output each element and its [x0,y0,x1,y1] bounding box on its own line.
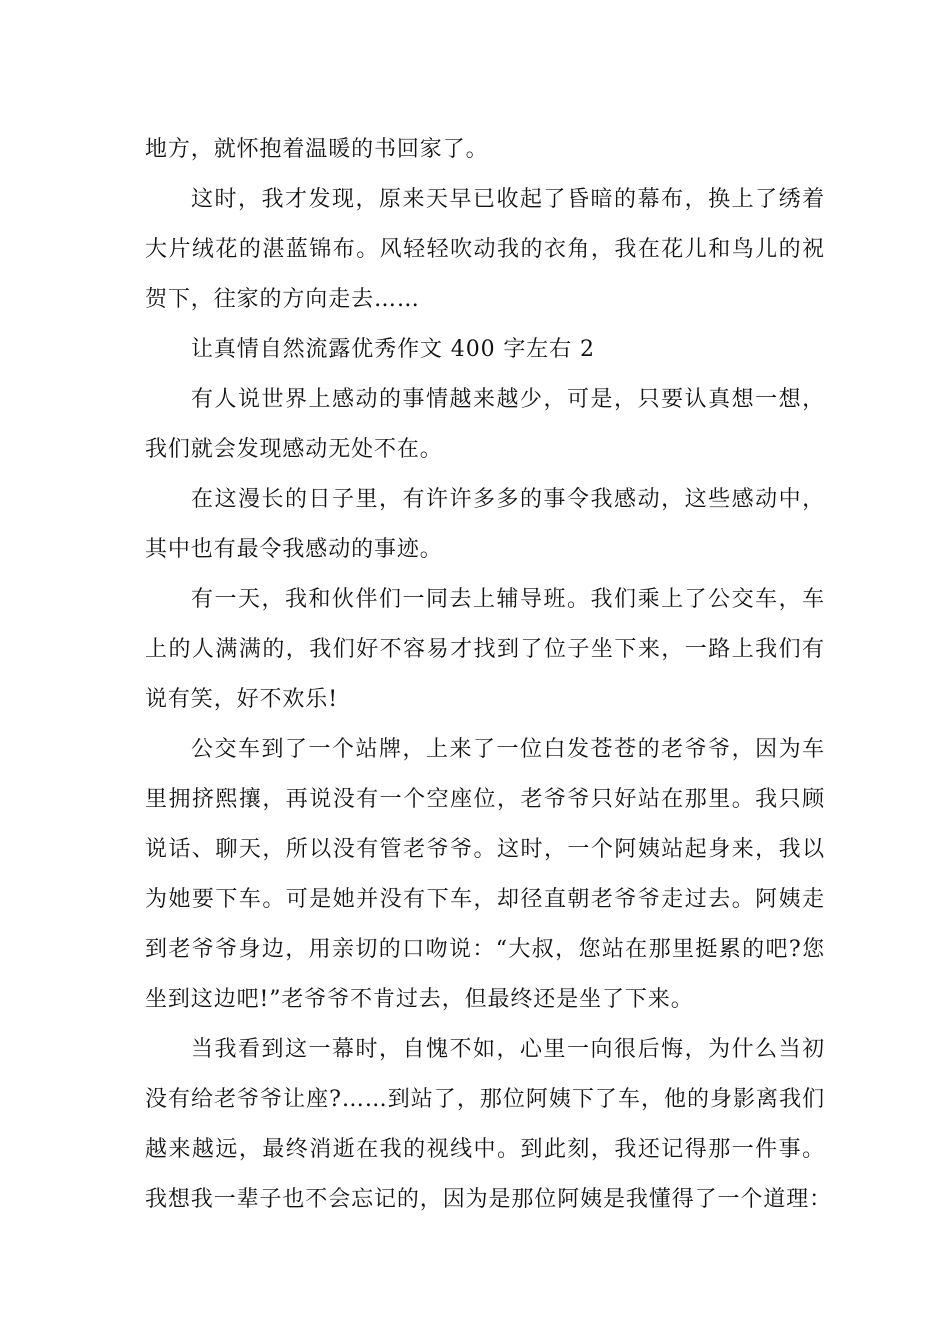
text-line: 越来越远，最终消逝在我的视线中。到此刻，我还记得那一件事。 [145,1137,825,1162]
text-line: 大片绒花的湛蓝锦布。风轻轻吹动我的衣角，我在花儿和鸟儿的祝 [145,237,825,262]
paragraph-first-line: 公交车到了一个站牌，上来了一位白发苍苍的老爷爷，因为车 [191,737,825,762]
paragraph-first-line: 在这漫长的日子里，有许许多多的事令我感动，这些感动中， [191,487,825,512]
section-heading: 让真情自然流露优秀作文 400 字左右 2 [191,337,595,362]
text-line: 为她要下车。可是她并没有下车，却径直朝老爷爷走过去。阿姨走 [145,887,825,912]
paragraph-first-line: 这时，我才发现，原来天早已收起了昏暗的幕布，换上了绣着 [191,187,825,212]
text-line: 地方，就怀抱着温暖的书回家了。 [145,137,489,162]
text-line: 贺下，往家的方向走去…… [145,287,420,312]
text-line: 里拥挤熙攘，再说没有一个空座位，老爷爷只好站在那里。我只顾 [145,787,825,812]
text-line: 坐到这边吧!”老爷爷不肯过去，但最终还是坐了下来。 [145,987,694,1012]
paragraph-first-line: 有人说世界上感动的事情越来越少，可是，只要认真想一想， [191,387,825,412]
text-line: 到老爷爷身边，用亲切的口吻说：“大叔，您站在那里挺累的吧?您 [145,937,825,962]
paragraph-first-line: 有一天，我和伙伴们一同去上辅导班。我们乘上了公交车，车 [191,587,825,612]
text-line: 上的人满满的，我们好不容易才找到了位子坐下来，一路上我们有 [145,637,825,662]
paragraph-first-line: 当我看到这一幕时，自愧不如，心里一向很后悔，为什么当初 [191,1037,825,1062]
text-line: 其中也有最令我感动的事迹。 [145,537,443,562]
text-line: 我们就会发现感动无处不在。 [145,437,443,462]
text-line: 说话、聊天，所以没有管老爷爷。这时，一个阿姨站起身来，我以 [145,837,825,862]
text-line: 我想我一辈子也不会忘记的，因为是那位阿姨是我懂得了一个道理： [145,1187,833,1212]
text-line: 说有笑，好不欢乐! [145,687,338,712]
text-line: 没有给老爷爷让座?……到站了，那位阿姨下了车，他的身影离我们 [145,1087,825,1112]
